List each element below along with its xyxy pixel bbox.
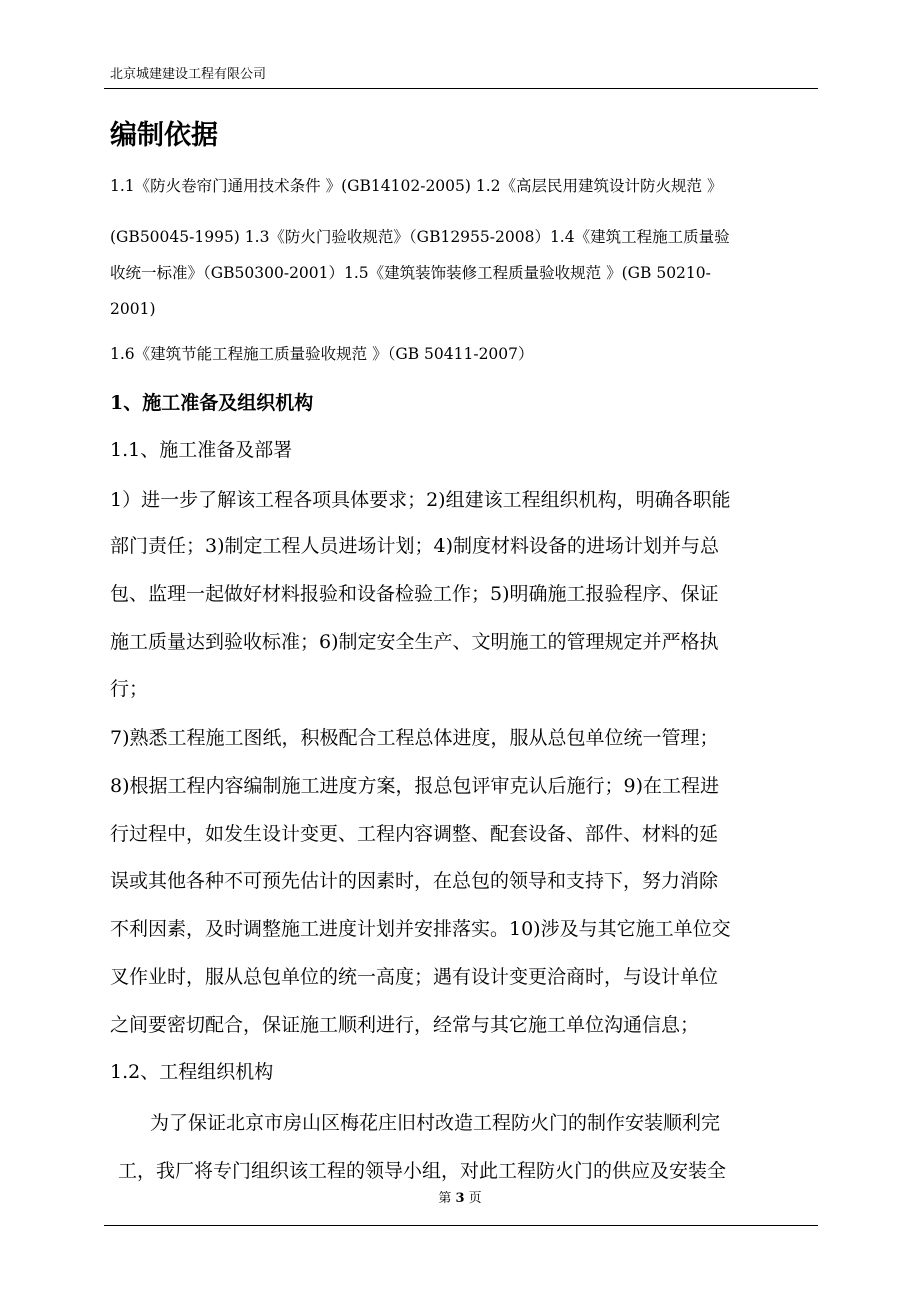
footer-rule — [104, 1225, 818, 1226]
section-1-1-line-8: 行过程中，如发生设计变更、工程内容调整、配套设备、部件、材料的延 — [110, 823, 719, 845]
basis-line-3: 收统一标准》（GB50300-2001）1.5《建筑装饰装修工程质量验收规范 》(GB 50210- — [110, 264, 711, 282]
section-1-1-line-1: 1）进一步了解该工程各项具体要求；2)组建该工程组织机构，明确各职能 — [110, 489, 731, 511]
footer-suffix: 页 — [468, 1191, 482, 1206]
page-title: 编制依据 — [110, 120, 218, 151]
section-1-1-line-5: 行； — [110, 678, 149, 700]
section-1-1-line-9: 误或其他各种不可预先估计的因素时，在总包的领导和支持下，努力消除 — [110, 870, 719, 892]
section-1-2-line-2: 工，我厂将专门组织该工程的领导小组，对此工程防火门的供应及安装全 — [118, 1160, 727, 1182]
footer-page-number: 3 — [455, 1191, 465, 1206]
header-rule — [104, 88, 818, 89]
page-footer — [0, 1190, 920, 1208]
basis-line-1: 1.1《防火卷帘门通用技术条件 》(GB14102-2005) 1.2《高层民用建筑设计防火规范 》 — [110, 177, 723, 195]
basis-line-4: 2001) — [110, 300, 156, 318]
section-1-1-line-4: 施工质量达到验收标准；6)制定安全生产、文明施工的管理规定并严格执 — [110, 631, 719, 653]
section-1-2-line-1: 为了保证北京市房山区梅花庄旧村改造工程防火门的制作安装顺利完 — [150, 1112, 721, 1134]
section-1-1-line-7: 8)根据工程内容编制施工进度方案，报总包评审克认后施行；9)在工程进 — [110, 775, 720, 797]
section-1-2-heading: 1.2、工程组织机构 — [110, 1061, 274, 1083]
section-1-1-line-12: 之间要密切配合，保证施工顺利进行，经常与其它施工单位沟通信息； — [110, 1014, 700, 1036]
basis-line-2: (GB50045-1995) 1.3《防火门验收规范》（GB12955-2008）1.4《建筑工程施工质量验 — [110, 228, 730, 246]
section-1-1-line-6: 7)熟悉工程施工图纸，积极配合工程总体进度，服从总包单位统一管理； — [110, 727, 719, 749]
basis-line-5: 1.6《建筑节能工程施工质量验收规范 》（GB 50411-2007） — [110, 345, 534, 363]
header-company: 北京城建建设工程有限公司 — [110, 67, 267, 82]
section-1-1-line-2: 部门责任；3)制定工程人员进场计划；4)制度材料设备的进场计划并与总 — [110, 535, 720, 557]
section-1-1-heading: 1.1、施工准备及部署 — [110, 439, 293, 461]
section-1-1-line-10: 不利因素，及时调整施工进度计划并安排落实。10)涉及与其它施工单位交 — [110, 918, 731, 940]
section-1-heading: 1、施工准备及组织机构 — [110, 392, 314, 414]
section-1-1-line-11: 叉作业时，服从总包单位的统一高度；遇有设计变更洽商时，与设计单位 — [110, 966, 719, 988]
section-1-1-line-3: 包、监理一起做好材料报验和设备检验工作；5)明确施工报验程序、保证 — [110, 583, 719, 605]
footer-prefix: 第 — [438, 1191, 452, 1206]
